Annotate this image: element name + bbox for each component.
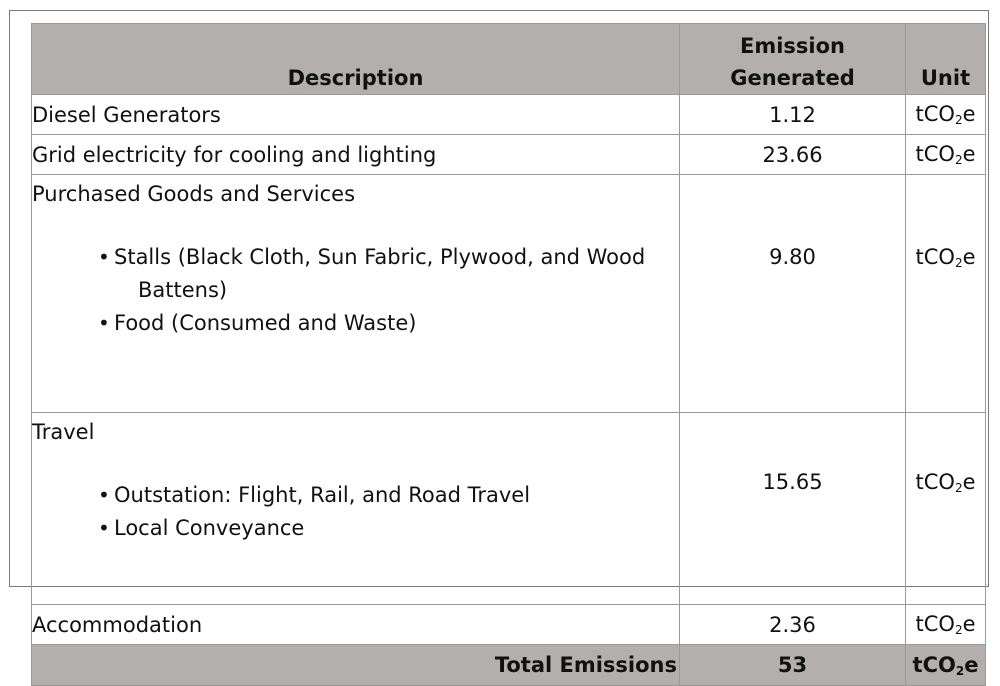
row-emission-value: 15.65: [680, 413, 906, 605]
table-row: [32, 135, 986, 175]
list-item: • Local Conveyance: [98, 512, 679, 545]
sub-item-list: [32, 241, 679, 340]
table-row: [32, 95, 986, 135]
header-unit: Unit: [906, 24, 986, 95]
row-emission-value: 1.12: [680, 95, 906, 135]
table-header-row: [32, 24, 986, 95]
row-description: Travel: [32, 420, 95, 444]
row-unit: tCO$_2$e: [906, 175, 986, 413]
list-item: • Food (Consumed and Waste): [98, 307, 679, 340]
total-value: 53: [680, 645, 906, 686]
list-item: • Outstation: Flight, Rail, and Road Travel: [98, 479, 679, 512]
row-description: Grid electricity for cooling and lighting: [32, 135, 680, 175]
header-description: Description: [32, 24, 680, 95]
row-description: Purchased Goods and Services: [32, 182, 356, 206]
total-unit: tCO$_2$e: [906, 645, 986, 686]
emissions-table: [31, 23, 986, 686]
row-unit: tCO$_2$e: [906, 413, 986, 605]
table-row: [32, 413, 986, 605]
row-unit: tCO$_2$e: [906, 135, 986, 175]
row-description-group: [32, 175, 680, 413]
row-unit: tCO$_2$e: [906, 95, 986, 135]
row-description: Diesel Generators: [32, 95, 680, 135]
table-row: [32, 175, 986, 413]
row-description-group: [32, 413, 680, 605]
total-row: [32, 645, 986, 686]
row-emission-value: 9.80: [680, 175, 906, 413]
sub-item-list: [32, 479, 679, 545]
row-description: Accommodation: [32, 605, 680, 645]
row-emission-value: 2.36: [680, 605, 906, 645]
row-unit: tCO$_2$e: [906, 605, 986, 645]
row-emission-value: 23.66: [680, 135, 906, 175]
document-frame: [9, 10, 989, 678]
total-label: Total Emissions: [32, 645, 680, 686]
table-row: [32, 605, 986, 645]
list-item: • Stalls (Black Cloth, Sun Fabric, Plywood, and Wood Battens): [98, 241, 679, 307]
header-emission-generated: Emission Generated: [680, 24, 906, 95]
